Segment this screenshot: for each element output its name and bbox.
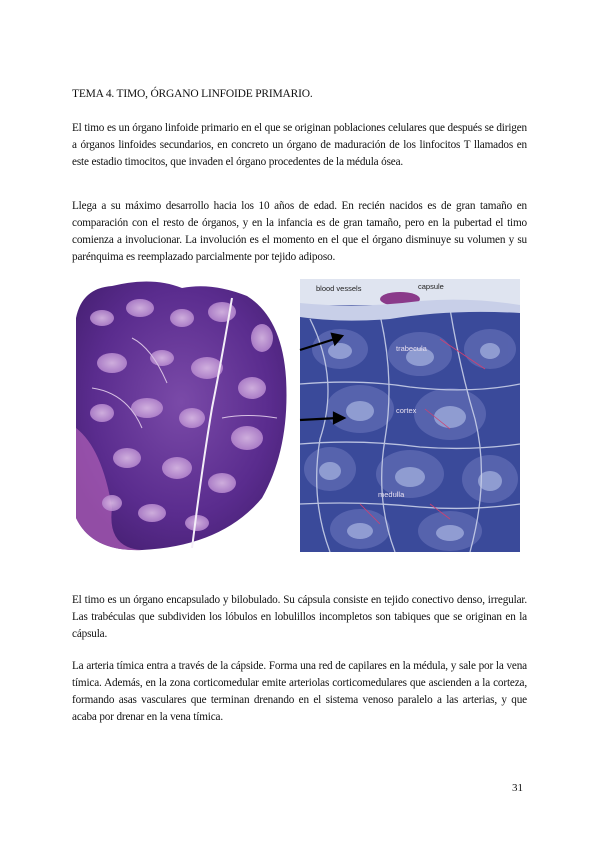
arrow-icon: [300, 334, 342, 350]
paragraph-development: Llega a su máximo desarrollo hacia los 10 años de edad. En recién nacidos es de gran tamaño en comparación con el resto de órganos, y en la infancia es de gran tamaño, pero en la pubertad el timo comienza a involucionar. La involución es el momento en el que el órgano disminuye su volumen y su parénquima es reemplazado parcialmente por tejido adiposo.: [72, 200, 527, 263]
paragraph-capsule: El timo es un órgano encapsulado y bilobulado. Su cápsula consiste en tejido conectivo denso, irregular. Las trabéculas que subdividen los lóbulos en lobulillos incompletos son tabiques que se originan en la cápsula.: [72, 594, 527, 640]
arrow-icon: [300, 413, 344, 423]
paragraph-intro: El timo es un órgano linfoide primario en el que se originan poblaciones celulares que después se dirigen a órganos linfoides secundarios, en concreto un órgano de maduración de los linfocitos T llamados en este estadio timocitos, que invaden el órgano procedentes de la médula ósea.: [72, 122, 527, 168]
page-number: 31: [512, 782, 523, 794]
thymus-histology-image-he: [72, 278, 290, 554]
paragraph-vascular: La arteria tímica entra a través de la cápside. Forma una red de capilares en la médula, y sale por la vena tímica. Además, en la zona corticomedular emite arteriolas corticomedulares que ascienden a la corteza, formando asas vasculares que terminan drenando en el sistema venoso paralelo a las arterias, y que acaba por drenar en la vena tímica.: [72, 660, 527, 723]
label-medulla: medulla: [378, 490, 405, 499]
label-cortex: cortex: [396, 406, 417, 415]
page-title: TEMA 4. TIMO, ÓRGANO LINFOIDE PRIMARIO.: [72, 88, 313, 100]
label-blood-vessels: blood vessels: [316, 284, 362, 293]
arrows-overlay: [290, 320, 350, 430]
label-capsule: capsule: [418, 282, 444, 291]
label-trabecula: trabecula: [396, 344, 427, 353]
